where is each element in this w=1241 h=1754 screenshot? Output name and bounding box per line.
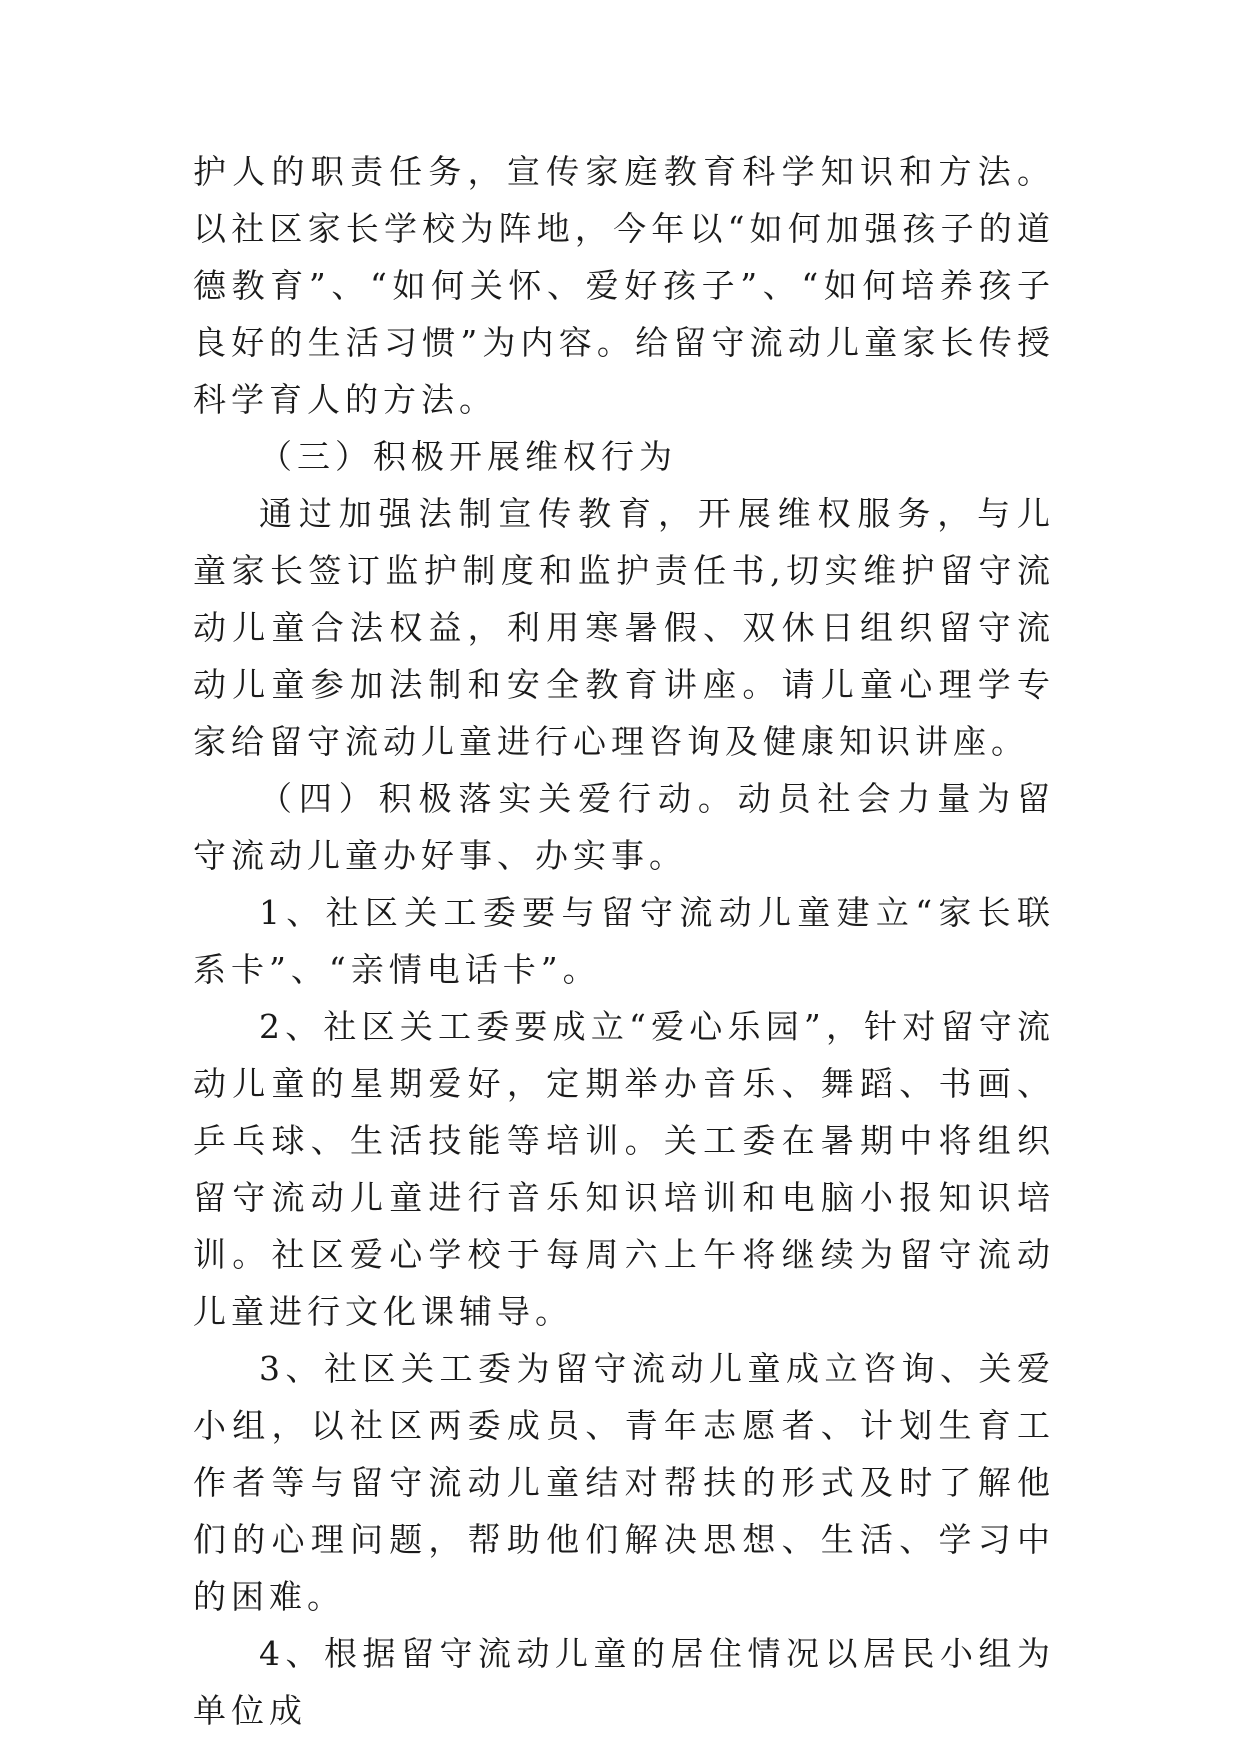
paragraph-rights-protection: 通过加强法制宣传教育，开展维权服务，与儿童家长签订监护制度和监护责任书,切实维护留守流动儿童合法权益，利用寒暑假、双休日组织留守流动儿童参加法制和安全教育讲座。请儿童心理学专家给留守流动儿童进行心理咨询及健康知识讲座。 [193, 494, 1055, 761]
list-item-3: 3、社区关工委为留守流动儿童成立咨询、关爱小组，以社区两委成员、青年志愿者、计划生育工作者等与留守流动儿童结对帮扶的形式及时了解他们的心理问题，帮助他们解决思想、生活、学习中的困难。 [193, 1349, 1055, 1616]
list-item-1: 1、社区关工委要与留守流动儿童建立“家长联系卡”、“亲情电话卡”。 [193, 893, 1055, 989]
list-item-2: 2、社区关工委要成立“爱心乐园”，针对留守流动儿童的星期爱好，定期举办音乐、舞蹈、书画、乒乓球、生活技能等培训。关工委在暑期中将组织留守流动儿童进行音乐知识培训和电脑小报知识培训。社区爱心学校于每周六上午将继续为留守流动儿童进行文化课辅导。 [193, 1007, 1055, 1331]
document-body [193, 143, 1055, 1739]
section-heading-4: （四）积极落实关爱行动。动员社会力量为留守流动儿童办好事、办实事。 [193, 779, 1055, 875]
section-heading-3: （三）积极开展维权行为 [259, 437, 677, 476]
list-item-4: 4、根据留守流动儿童的居住情况以居民小组为单位成 [193, 1634, 1055, 1730]
paragraph-continuation: 护人的职责任务，宣传家庭教育科学知识和方法。以社区家长学校为阵地，今年以“如何加强孩子的道德教育”、“如何关怀、爱好孩子”、“如何培养孩子良好的生活习惯”为内容。给留守流动儿童家长传授科学育人的方法。 [193, 152, 1055, 419]
